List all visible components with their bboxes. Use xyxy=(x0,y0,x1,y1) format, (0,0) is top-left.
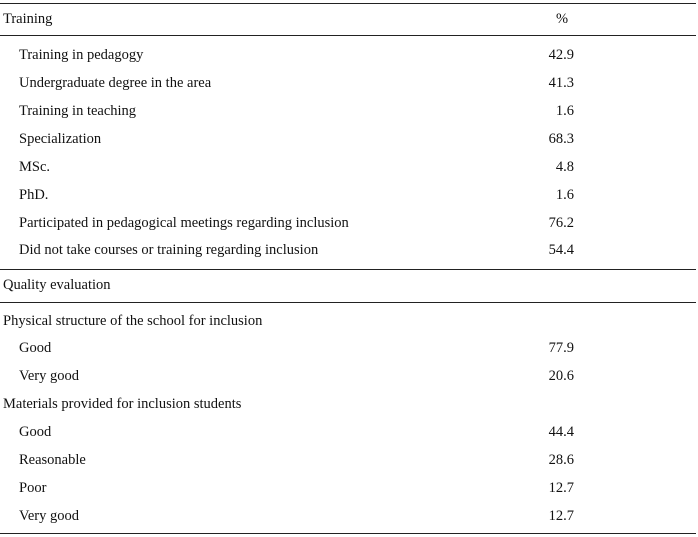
row-value: 77.9 xyxy=(548,340,574,356)
table-row xyxy=(0,366,696,386)
row-label: Specialization xyxy=(19,131,102,147)
table-row xyxy=(0,450,696,470)
row-value: 12.7 xyxy=(548,508,574,524)
header-percent: % xyxy=(556,11,569,27)
row-label: Reasonable xyxy=(19,452,86,468)
row-value: 12.7 xyxy=(548,480,574,496)
header-bottom-rule xyxy=(0,35,696,36)
group-heading-row xyxy=(0,311,696,331)
row-label: Training in teaching xyxy=(19,103,137,119)
row-value: 20.6 xyxy=(548,368,574,384)
table-row xyxy=(0,213,696,233)
row-value: 68.3 xyxy=(548,131,574,147)
table-row xyxy=(0,506,696,526)
row-label: MSc. xyxy=(19,159,51,175)
materials-heading: Materials provided for inclusion students xyxy=(3,396,242,412)
row-value: 1.6 xyxy=(555,187,574,203)
row-label: Good xyxy=(19,424,52,440)
table-row xyxy=(0,129,696,149)
table-row xyxy=(0,185,696,205)
row-label: PhD. xyxy=(19,187,49,203)
section-rule xyxy=(0,269,696,270)
row-label: Very good xyxy=(19,508,80,524)
row-label: Good xyxy=(19,340,52,356)
row-label: Undergraduate degree in the area xyxy=(19,75,212,91)
row-value: 41.3 xyxy=(548,75,574,91)
row-value: 28.6 xyxy=(548,452,574,468)
table-row xyxy=(0,45,696,65)
table-row xyxy=(0,338,696,358)
table-row xyxy=(0,73,696,93)
row-value: 44.4 xyxy=(548,424,574,440)
row-value: 76.2 xyxy=(548,215,574,231)
header-training: Training xyxy=(3,11,53,27)
quality-evaluation-heading: Quality evaluation xyxy=(3,277,111,293)
row-label: Poor xyxy=(19,480,47,496)
row-label: Very good xyxy=(19,368,80,384)
row-label: Did not take courses or training regarding inclusion xyxy=(19,242,319,258)
row-value: 54.4 xyxy=(548,242,574,258)
row-label: Participated in pedagogical meetings regarding inclusion xyxy=(19,215,349,231)
table-row xyxy=(0,422,696,442)
table-row xyxy=(0,101,696,121)
physical-structure-heading: Physical structure of the school for inclusion xyxy=(3,313,263,329)
table-bottom-rule xyxy=(0,533,696,534)
table-row xyxy=(0,240,696,260)
row-value: 42.9 xyxy=(548,47,574,63)
table-top-rule xyxy=(0,3,696,4)
section-heading-row xyxy=(0,275,696,295)
row-value: 4.8 xyxy=(555,159,574,175)
table-row xyxy=(0,157,696,177)
row-value: 1.6 xyxy=(555,103,574,119)
section-rule xyxy=(0,302,696,303)
group-heading-row xyxy=(0,394,696,414)
row-label: Training in pedagogy xyxy=(19,47,144,63)
table-header-row xyxy=(0,9,696,29)
table-row xyxy=(0,478,696,498)
